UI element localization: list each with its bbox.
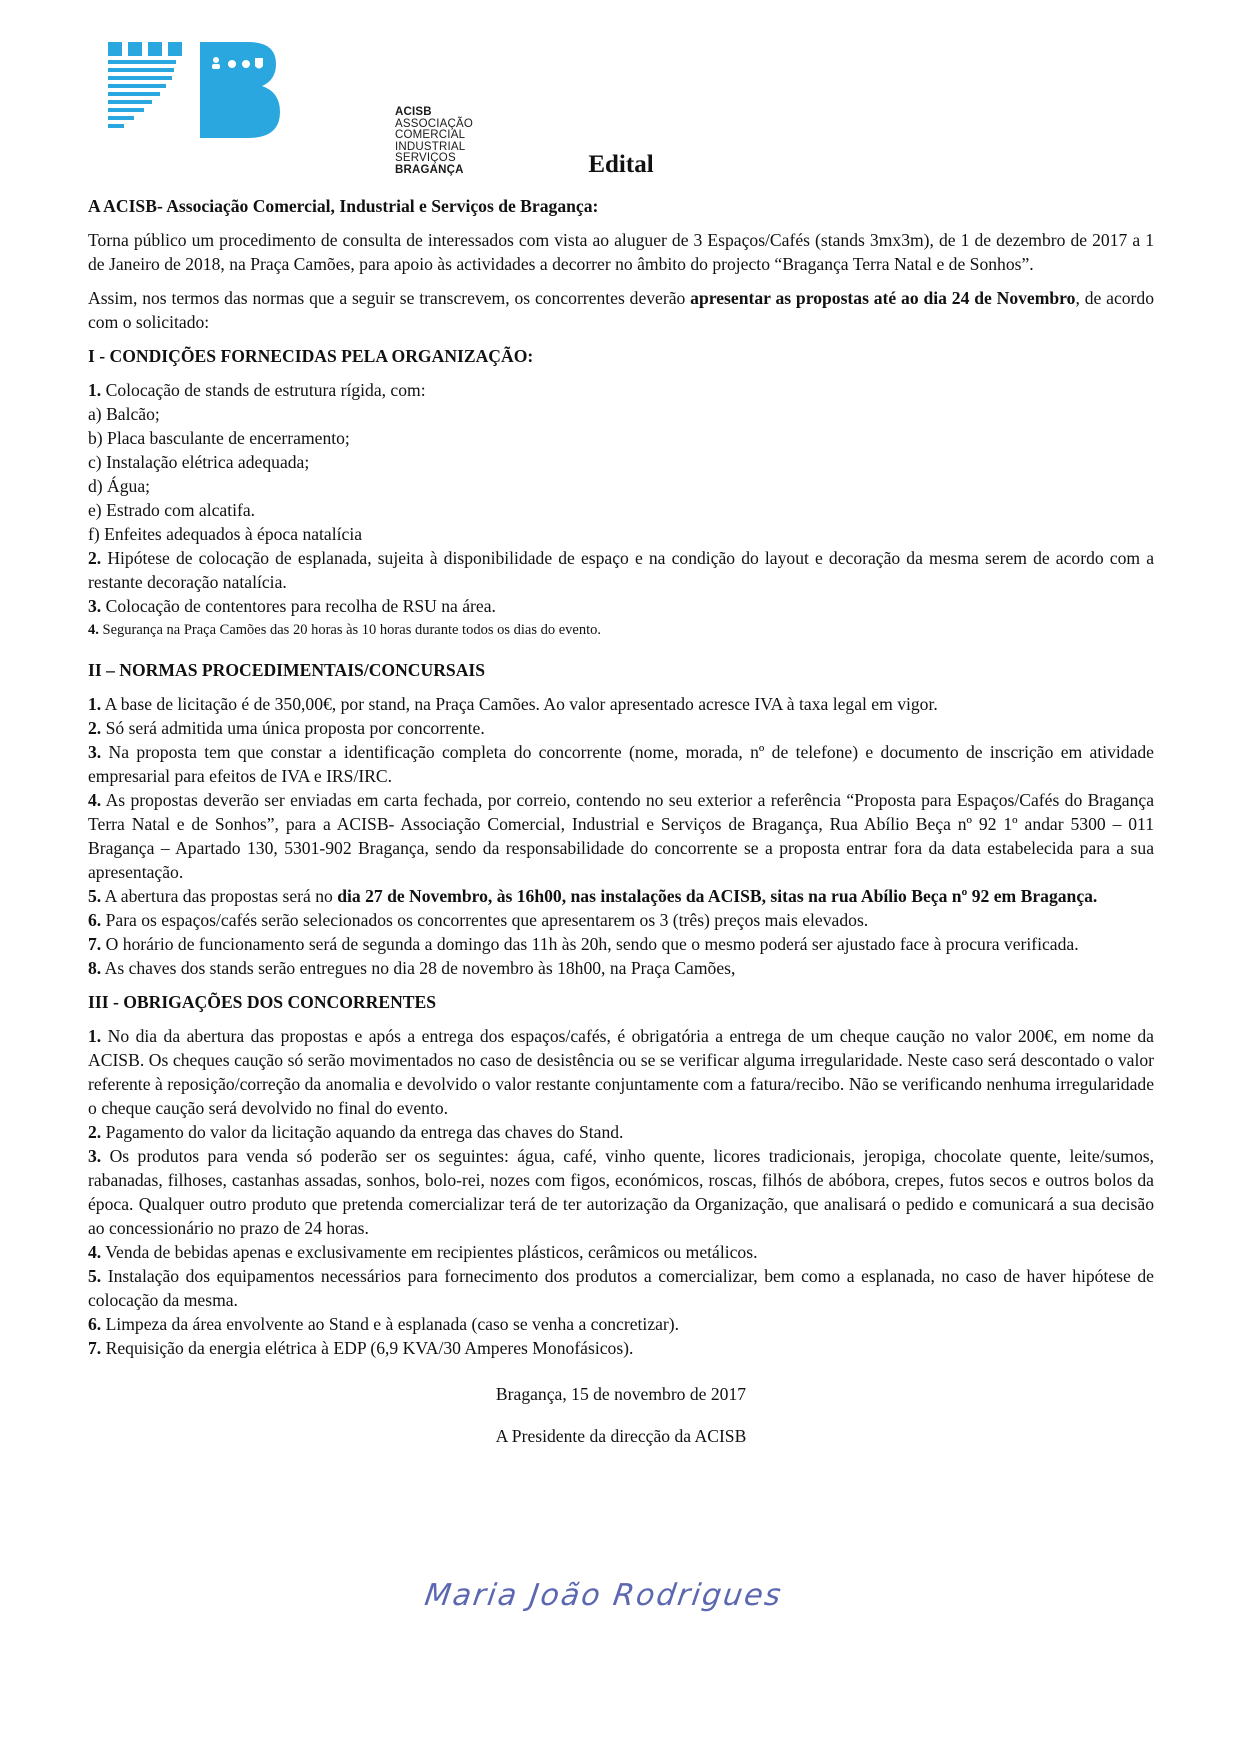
place-date: Bragança, 15 de novembro de 2017 [495, 1384, 747, 1404]
handwritten-signature: Maria João Rodrigues [422, 1578, 785, 1613]
section-3-item-5: 5. Instalação dos equipamentos necessários para fornecimento dos produtos a comercializar, bem como a esplanada, no caso de haver hipótese de colocação da mesma. [88, 1266, 1154, 1310]
section-2-heading: II – NORMAS PROCEDIMENTAIS/CONCURSAIS [88, 660, 486, 680]
document-title: Edital [588, 151, 654, 178]
section-3-heading: III - OBRIGAÇÕES DOS CONCORRENTES [88, 992, 437, 1012]
section-1-item-4: 4. Segurança na Praça Camões das 20 horas às 10 horas durante todos os dias do evento. [88, 622, 602, 638]
logo-line-1: ASSOCIAÇÃO [395, 117, 474, 130]
acisb-logo [108, 42, 474, 176]
logo-line-3: INDUSTRIAL [395, 140, 466, 153]
section-1-item-2: 2. Hipótese de colocação de esplanada, sujeita à disponibilidade de espaço e na condição do layout e decoração da mesma serem de acordo com a restante decoração natalícia. [88, 548, 1154, 592]
addressee: A ACISB- Associação Comercial, Industrial e Serviços de Bragança: [88, 196, 599, 216]
section-1-sub-f: f) Enfeites adequados à época natalícia [88, 524, 363, 544]
logo-acronym: ACISB [395, 106, 432, 118]
section-1-sub-e: e) Estrado com alcatifa. [88, 500, 256, 520]
section-2-item-5: 5. A abertura das propostas será no dia 27 de Novembro, às 16h00, nas instalações da ACISB, sitas na rua Abílio Beça nº 92 em Bragança. [88, 886, 1098, 906]
section-1-sub-d: d) Água; [88, 476, 151, 496]
document-body [88, 150, 1154, 1448]
section-1-item-3: 3. Colocação de contentores para recolha de RSU na área. [88, 596, 496, 616]
section-2-item-4: 4. As propostas deverão ser enviadas em carta fechada, por correio, contendo no seu exterior a referência “Proposta para Espaços/Cafés do Bragança Terra Natal e de Sonhos”, para a ACISB- Associação Comercial, Industrial e Serviços de Bragança, Rua Abílio Beça nº 92 1º andar 5300 – 011 Bragança – Apartado 130, 5301-902 Bragança, sendo da responsabilidade do concorrente se a proposta entrar fora da data estabelecida para a sua apresentação. [88, 790, 1154, 882]
logo-line-5: BRAGANÇA [395, 163, 464, 176]
section-2-item-3: 3. Na proposta tem que constar a identificação completa do concorrente (nome, morada, nº de telefone) e documento de inscrição em atividade empresarial para efeitos de IVA e IRS/IRC. [88, 742, 1154, 786]
section-1-item-1: 1. Colocação de stands de estrutura rígida, com: [88, 380, 426, 400]
section-2-item-8: 8. As chaves dos stands serão entregues no dia 28 de novembro às 18h00, na Praça Camões, [88, 958, 736, 978]
section-3-item-7: 7. Requisição da energia elétrica à EDP (6,9 KVA/30 Amperes Monofásicos). [88, 1338, 634, 1358]
section-3-item-2: 2. Pagamento do valor da licitação aquando da entrega das chaves do Stand. [88, 1122, 624, 1142]
section-3-item-6: 6. Limpeza da área envolvente ao Stand e à esplanada (caso se venha a concretizar). [88, 1314, 680, 1334]
section-3-item-3: 3. Os produtos para venda só poderão ser os seguintes: água, café, vinho quente, licores tradicionais, jeropiga, chocolate quente, leite/sumos, rabanadas, filhoses, castanhas assadas, sonhos, bolo-rei, nozes com figos, económicos, roscas, filhós de abóbora, crepes, futos secos e outros bolos da época. Qualquer outro produto que pretenda comercializar terá de ter autorização da Organização, que analisará o pedido e comunicará a sua decisão ao concessionário no prazo de 24 horas. [88, 1146, 1154, 1238]
signatory-title: A Presidente da direcção da ACISB [495, 1426, 747, 1446]
deadline-text: apresentar as propostas até ao dia 24 de Novembro [690, 288, 1076, 308]
logo-line-2: COMERCIAL [395, 129, 466, 141]
section-1-heading: I - CONDIÇÕES FORNECIDAS PELA ORGANIZAÇÃO: [88, 346, 534, 366]
intro-paragraph-1: Torna público um procedimento de consulta de interessados com vista ao aluguer de 3 Espaços/Cafés (stands 3mx3m), de 1 de dezembro de 2017 a 1 de Janeiro de 2018, na Praça Camões, para apoio às actividades a decorrer no âmbito do projecto “Bragança Terra Natal e de Sonhos”. [88, 230, 1154, 274]
section-3-item-4: 4. Venda de bebidas apenas e exclusivamente em recipientes plásticos, cerâmicos ou metálicos. [88, 1242, 758, 1262]
logo-line-4: SERVIÇOS [395, 152, 456, 164]
section-3-item-1: 1. No dia da abertura das propostas e após a entrega dos espaços/cafés, é obrigatória a entrega de um cheque caução no valor 200€, em nome da ACISB. Os cheques caução só serão movimentados no caso de desistência ou se se verificar alguma irregularidade. Neste caso será descontado o valor referente à reposição/correção da anomalia e devolvido o valor restante conjuntamente com a fatura/recibo. Não se verificando nenhuma irregularidade o cheque caução será devolvido no final do evento. [88, 1026, 1154, 1118]
section-2-item-2: 2. Só será admitida uma única proposta por concorrente. [88, 718, 485, 738]
section-2-item-1: 1. A base de licitação é de 350,00€, por stand, na Praça Camões. Ao valor apresentado acresce IVA à taxa legal em vigor. [88, 694, 938, 714]
section-1-sub-c: c) Instalação elétrica adequada; [88, 452, 310, 472]
intro-paragraph-2: Assim, nos termos das normas que a seguir se transcrevem, os concorrentes deverão apresentar as propostas até ao dia 24 de Novembro, de acordo com o solicitado: [88, 288, 1155, 332]
section-1-sub-a: a) Balcão; [88, 404, 160, 424]
section-2-item-6: 6. Para os espaços/cafés serão selecionados os concorrentes que apresentarem os 3 (três) preços mais elevados. [88, 910, 869, 930]
acisb-logo-mark [108, 42, 398, 138]
section-1-sub-b: b) Placa basculante de encerramento; [88, 428, 350, 448]
section-2-item-7: 7. O horário de funcionamento será de segunda a domingo das 11h às 20h, sendo que o mesmo poderá ser ajustado face à procura verificada. [88, 934, 1079, 954]
